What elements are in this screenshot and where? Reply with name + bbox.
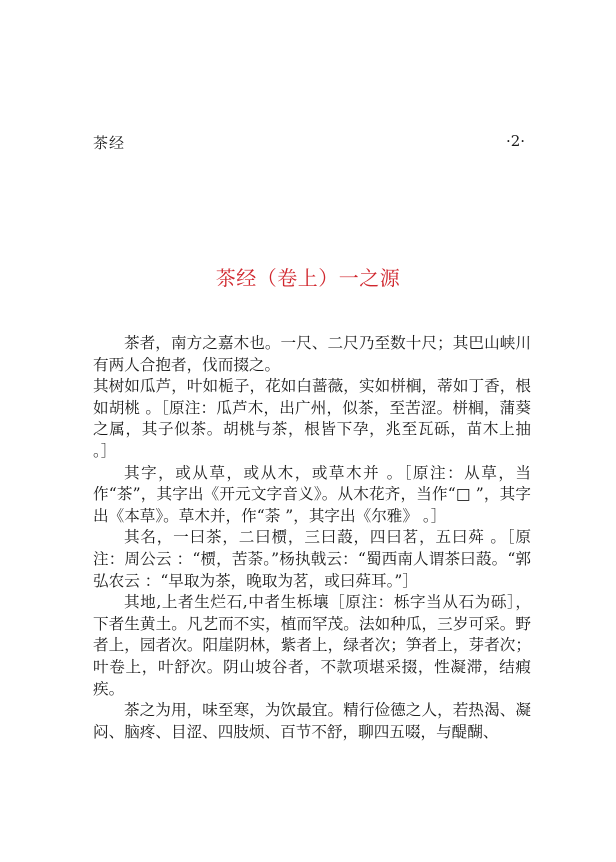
paragraph-6: 茶之为用，味至寒，为饮最宜。精行俭德之人，若热渴、凝闷、脑疼、目涩、四肢烦、百节不舒，聊四五啜，与醍醐、 (93, 701, 531, 741)
page-number: ·2· (506, 132, 526, 150)
paragraph-5: 其地,上者生烂石,中者生栎壤［原注：栎字当从石为砾］，下者生黄土。凡艺而不实，植而罕茂。法如种瓜，三岁可采。野者上，园者次。阳崖阴林，紫者上，绿者次；笋者上，芽者次；叶卷上，叶舒次。阴山坡谷者，不款项堪采掇，性凝滞，结瘕疾。 (93, 593, 531, 698)
paragraph-4: 其名，一曰茶，二曰槚，三曰蔎，四曰茗，五曰荈 。［原注：周公云 ：“槚，苦荼。”杨执戟云：“蜀西南人谓茶曰蔎。“郭弘农云 ：“早取为茶，晚取为茗，或曰荈耳。”］ (93, 528, 531, 590)
paragraph-1: 茶者，南方之嘉木也。一尺、二尺乃至数十尺；其巴山峡川有两人合抱者，伐而掇之。 (93, 334, 531, 374)
body-text (93, 333, 531, 743)
running-header-title: 茶经 (93, 134, 126, 152)
paragraph-3: 其字，或从草，或从木，或草木并 。［原注：从草，当作“茶”，其字出《开元文字音义》。从木花齐，当作“□ ”，其字出《本草》。草木并，作“荼 ”，其字出《尔雅》 。］ (93, 463, 531, 525)
chapter-title: 茶经（卷上）一之源 (215, 266, 401, 290)
paragraph-2: 其树如瓜芦，叶如栀子，花如白蔷薇，实如栟榈，蒂如丁香，根如胡桃 。［原注：瓜芦木，出广州，似茶，至苦涩。栟榈，蒲葵之属，其子似茶。胡桃与茶，根皆下孕，兆至瓦砾，苗木上抽 。］ (93, 377, 531, 460)
